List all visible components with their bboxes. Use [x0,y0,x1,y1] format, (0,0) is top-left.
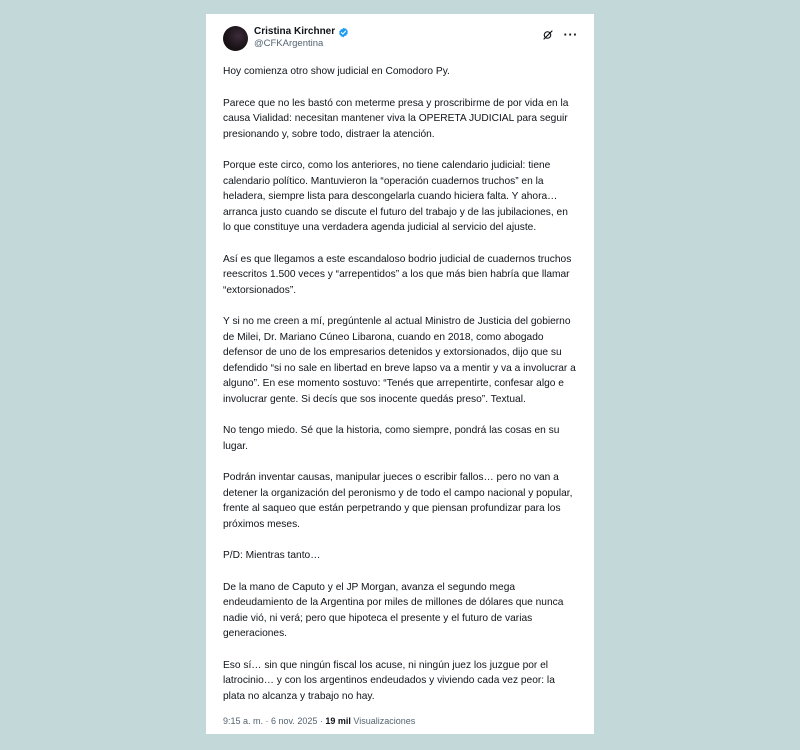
header-actions [542,29,579,41]
tweet-paragraph: P/D: Mientras tanto… [223,550,321,561]
author-name-row[interactable] [254,26,349,38]
tweet-paragraph: Hoy comienza otro show judicial en Comodoro Py. [223,66,450,77]
tweet-paragraph: De la mano de Caputo y el JP Morgan, avanza el segundo mega endeudamiento de la Argentina por miles de millones de dólares que nunca nadie vió, ni verá; pero que hipoteca el presente y el futuro de varias generaciones. [223,581,564,639]
tweet-paragraph: Parece que no les bastó con meterme presa y proscribirme de por vida en la causa Vialidad: necesitan mantener viva la OPERETA JUDICIAL para seguir presionando y, sobre todo, distraer la atención. [223,97,569,140]
views-count: 19 mil [325,716,351,726]
verified-badge-icon [338,27,349,38]
tweet-card [206,14,594,734]
avatar[interactable] [223,26,248,51]
grok-icon[interactable] [542,29,554,41]
tweet-paragraph: Porque este circo, como los anteriores, no tiene calendario judicial: tiene calendario político. Mantuvieron la “operación cuadernos truchos” en la heladera, siempre lista para descongelarla cuando hiciera falta. Y ahora… arranca justo cuando se discute el futuro del trabajo y de las jubilaciones, en lo que constituye una verdadera agenda judicial al servicio del ajuste. [223,160,568,233]
tweet-time[interactable]: 9:15 a. m. [223,716,264,726]
tweet-paragraph: Podrán inventar causas, manipular jueces o escribir fallos… pero no van a detener la organización del peronismo y de todo el campo nacional y popular, frente al saqueo que están perpetrando y que piensan profundizar para los próximos meses. [223,472,573,530]
author-names [254,26,349,50]
more-icon[interactable]: ··· [563,27,578,42]
tweet-paragraph: No tengo miedo. Sé que la historia, como siempre, pondrá las cosas en su lugar. [223,425,560,452]
tweet-paragraph: Y si no me creen a mí, pregúntenle al actual Ministro de Justicia del gobierno de Milei, Dr. Mariano Cúneo Libarona, cuando en 2018, como abogado defensor de uno de los empresarios detenidos y extorsionados, dijo que su defendido “si no sale en libertad en breve lapso va a mentir y va a involucrar a alguno”. En ese momento sostuvo: “Tenés que arrepentirte, confesar algo e involucrar gente. Si decís que sos inocente quedás preso”. Textual. [223,316,576,405]
meta-separator: · [263,716,272,726]
tweet-date[interactable]: 6 nov. 2025 [271,716,318,726]
tweet-paragraph: Eso sí… sin que ningún fiscal los acuse, ni ningún juez los juzgue por el latrocinio… y con los argentinos endeudados y viviendo cada vez peor: la plata no alcanza y trabajo no hay. [223,659,555,702]
views-label: Visualizaciones [350,716,416,726]
tweet-text [223,64,578,704]
author-display-name[interactable]: Cristina Kirchner [254,26,336,37]
tweet-header [223,24,578,52]
tweet-meta [223,716,578,726]
meta-separator: · [317,716,326,726]
tweet-paragraph: Así es que llegamos a este escandaloso bodrio judicial de cuadernos truchos reescritos 1.500 veces y “arrepentidos” a los que más bien habría que llamar “extorsionados”. [223,253,572,296]
author-handle[interactable]: @CFKArgentina [254,38,324,49]
